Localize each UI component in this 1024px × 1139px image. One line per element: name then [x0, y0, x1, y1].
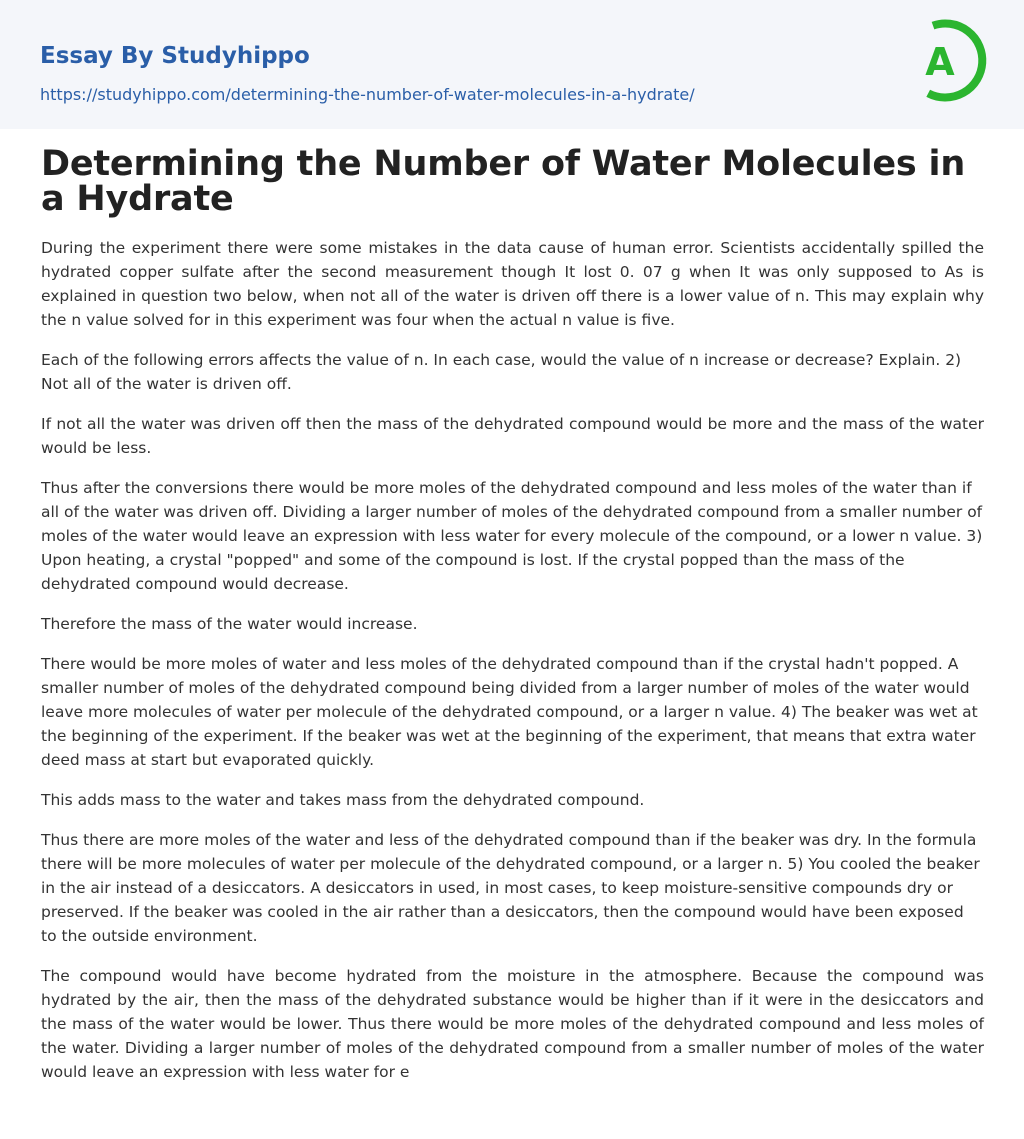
brand-title[interactable]: Essay By Studyhippo [40, 43, 310, 69]
essay-paragraph: Therefore the mass of the water would increase. [41, 615, 418, 633]
studyhippo-a-logo-icon[interactable] [908, 18, 988, 106]
essay-url-link[interactable]: https://studyhippo.com/determining-the-number-of-water-molecules-in-a-hydrate/ [40, 85, 695, 104]
essay-paragraph: This adds mass to the water and takes mass from the dehydrated compound. [41, 791, 645, 809]
essay-paragraph: Thus after the conversions there would be more moles of the dehydrated compound and less moles of the water than if all of the water was driven off. Dividing a larger number of moles of the dehydrated compound from a smaller number of moles of the water would leave an expression with less water for every molecule of the compound, or a lower n value. 3) Upon heating, a crystal "popped" and some of the compound is lost. If the crystal popped than the mass of the dehydrated compound would decrease. [41, 479, 983, 593]
essay-paragraph: Each of the following errors affects the value of n. In each case, would the value of n increase or decrease? Explain. 2) Not all of the water is driven off. [41, 351, 962, 393]
site-header [0, 0, 1024, 129]
essay-paragraph: Thus there are more moles of the water and less of the dehydrated compound than if the beaker was dry. In the formula there will be more molecules of water per molecule of the dehydrated compound, or a larger n. 5) You cooled the beaker in the air instead of a desiccators. A desiccators in used, in most cases, to keep moisture-sensitive compounds dry or preserved. If the beaker was cooled in the air rather than a desiccators, then the compound would have been exposed to the outside environment. [41, 831, 980, 945]
essay-paragraph: The compound would have become hydrated from the moisture in the atmosphere. Because the compound was hydrated by the air, then the mass of the dehydrated substance would be higher than if it were in the desiccators and the mass of the water would be lower. Thus there would be more moles of the dehydrated compound and less moles of the water. Dividing a larger number of moles of the dehydrated compound from a smaller number of moles of the water would leave an expression with less water for e [41, 967, 984, 1081]
logo-letter: A [925, 40, 955, 84]
essay-paragraph: If not all the water was driven off then the mass of the dehydrated compound would be more and the mass of the water would be less. [41, 415, 984, 457]
essay-paragraph: During the experiment there were some mistakes in the data cause of human error. Scientists accidentally spilled the hydrated copper sulfate after the second measurement though It lost 0. 07 g when It was only supposed to As is explained in question two below, when not all of the water is driven off there is a lower value of n. This may explain why the n value solved for in this experiment was four when the actual n value is five. [41, 239, 984, 329]
essay-paragraph: There would be more moles of water and less moles of the dehydrated compound than if the crystal hadn't popped. A smaller number of moles of the dehydrated compound being divided from a larger number of moles of the water would leave more molecules of water per molecule of the dehydrated compound, or a larger n value. 4) The beaker was wet at the beginning of the experiment. If the beaker was wet at the beginning of the experiment, that means that extra water deed mass at start but evaporated quickly. [41, 655, 978, 769]
essay-content [0, 129, 1024, 1084]
essay-title: Determining the Number of Water Molecules in a Hydrate [41, 144, 966, 219]
